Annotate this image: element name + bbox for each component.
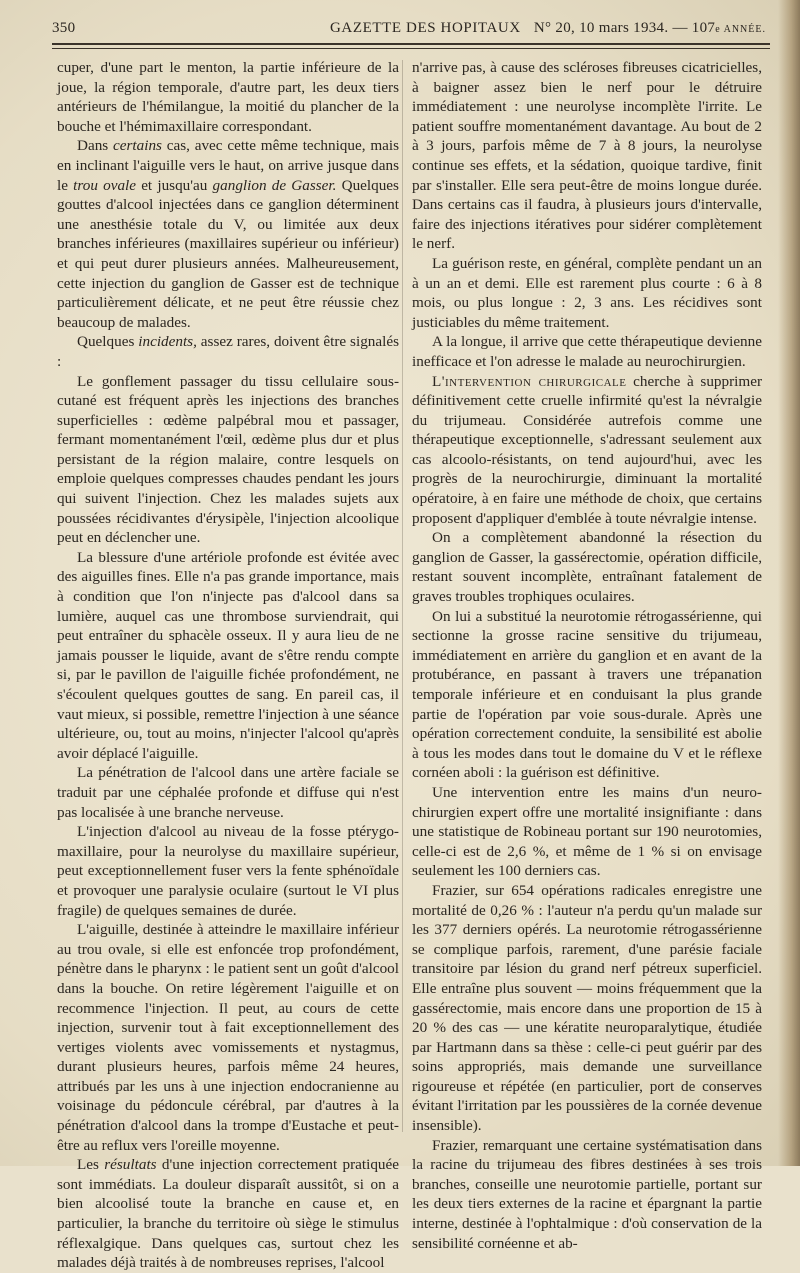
paragraph: On a complètement abandonné la résection du ganglion de Gasser, la gassérectomie, opération difficile, restant souvent incomplète, entraînant fatalement de graves troubles trophiques oculaires. xyxy=(412,529,762,606)
paragraph: Une intervention entre les mains d'un neuro-chirurgien expert offre une mortalité insignifiante : dans une statistique de Robineau portant sur 190 neurotomies, celle-ci est de 2,6 %, et même de 1 % si on envisage seulement les 100 derniers cas. xyxy=(412,783,762,880)
paragraph: Frazier, remarquant une certaine systématisation dans la racine du trijumeau des fibres destinées à ses trois branches, conseille une neurotomie partielle, portant sur les deux tiers externes de la racine et épargnant la partie interne, destinée à l'ophtalmique : d'où conservation de la sensibilité cornéenne et ab- xyxy=(412,1136,762,1252)
paragraph: Les résultats d'une injection correctement pratiquée sont immédiats. La douleur disparaît aussitôt, si on a bien alcoolisé toute la branche en cause et, en particulier, la branche du territoire où siège le stimulus réflexalgique. Dans quelques cas, surtout chez les malades déjà traités à de nombreuses reprises, l'alcool xyxy=(57,1156,399,1272)
paragraph: Quelques incidents, assez rares, doivent être signalés : xyxy=(57,333,399,370)
paragraph: On lui a substitué la neurotomie rétrogassérienne, qui sectionne la grosse racine sensitive du trijumeau, immédiatement en arrière du ganglion et en avant de la protubérance, en passant à travers une trépanation temporale inférieure et en conduisant la plus grande partie de l'opération par voie sous-durale. Après une opération correctement conduite, la sensibilité est abolie à tous les modes dans tout le domaine du V et le réflexe cornéen aboli : la guérison est définitive. xyxy=(412,607,762,782)
paragraph: L'aiguille, destinée à atteindre le maxillaire inférieur au trou ovale, si elle est enfoncée trop profondément, pénètre dans le pharynx : le patient sent un goût d'alcool dans la bouche. On retire légèrement l'aiguille et on recommence l'injection. Il peut, au cours de cette injection, survenir tout à fait exceptionnellement des vertiges violents avec vomissements et nystagmus, durant plusieurs heures, parfois même 24 heures, attribués par les uns à une injection endocranienne au voisinage du pédoncule cérébral, par d'autres à la pénétration d'alcool dans la trompe d'Eustache et peut-être au reflux vers l'oreille moyenne. xyxy=(57,921,399,1154)
paragraph: La blessure d'une artériole profonde est évitée avec des aiguilles fines. Elle n'a pas grande importance, mais à condition que l'on n'injecte pas d'alcool dans sa lumière, auquel cas une thrombose surviendrait, qui peut entraîner du sphacèle osseux. Il y aura lieu de ne jamais pousser le liquide, avant de s'être rendu compte si, par le pavillon de l'aiguille fichée profondément, ne s'écoulent quelques gouttes de sang. En pareil cas, il vaut mieux, si possible, remettre l'injection à une séance ultérieure, ou, tout au moins, n'injecter l'alcool qu'après avoir déplacé l'aiguille. xyxy=(57,548,399,762)
page-number: 350 xyxy=(52,20,76,36)
column-separator xyxy=(402,60,403,1132)
paragraph: Frazier, sur 654 opérations radicales enregistre une mortalité de 0,26 % : l'auteur n'a perdu qu'un malade sur les 377 derniers opérés. La neurotomie rétrogassérienne se complique parfois, rarement, d'une parésie faciale transitoire par lésion du grand nerf pétreux superficiel. Elle entraîne plus souvent — moins fréquemment que la gassérectomie, mais encore dans une proportion de 15 à 20 % des cas — une kératite neuroparalytique, étudiée par Hartmann dans sa thèse : celle-ci peut guérir par des soins appropriés, mais demande une surveillance rigoureuse et répétée (en particulier, port de conserves évitant l'irritation par les poussières de la cornée devenue insensible). xyxy=(412,881,762,1135)
section-lead-in: L'intervention chirurgicale xyxy=(432,372,627,390)
header-rule-thin xyxy=(52,48,770,49)
running-header xyxy=(52,20,772,42)
paragraph: n'arrive pas, à cause des scléroses fibreuses cicatricielles, à baigner assez bien le nerf pour le détruire immédiatement : une neurolyse incomplète l'irrite. Le patient souffre momentanément davantage. Au bout de 2 à 3 jours, parfois même de 7 à 8 jours, la neurolyse continue ses effets, et la sédation, quoique tardive, finit par s'installer. Elle sera peut-être de moins longue durée. Dans certains cas il faudra, à plusieurs jours d'intervalle, faire des injections itératives pour sidérer complètement le nerf. xyxy=(412,59,762,253)
left-column xyxy=(57,58,399,1273)
issue-suffix: e ANNÉE. xyxy=(715,24,766,35)
header-rule-thick xyxy=(52,43,770,45)
paragraph: cuper, d'une part le menton, la partie inférieure de la joue, la région temporale, d'autre part, les deux tiers antérieurs de l'hémilangue, la moitié du plancher de la bouche et l'hémimaxillaire correspondant. xyxy=(57,59,399,135)
page-edge-shadow xyxy=(778,0,800,1166)
paragraph: La guérison reste, en général, complète pendant un an à un an et demi. Elle est rarement plus courte : 6 à 8 mois, ou plus longue : 2, 3 ans. Les récidives sont justiciables du même traitement. xyxy=(412,254,762,331)
paragraph: L'intervention chirurgicale cherche à supprimer définitivement cette cruelle infirmité qu'est la névralgie du trijumeau. Considérée autrefois comme une thérapeutique exceptionnelle, s'adressant seulement aux cas alcoolo-résistants, on tend aujourd'hui, avec les progrès de la neurochirurgie, diminuant la mortalité opératoire, à en faire une méthode de choix, que certains proposent d'appliquer d'emblée à toute névralgie intense. xyxy=(412,372,762,527)
paragraph: La pénétration de l'alcool dans une artère faciale se traduit par une céphalée profonde et diffuse qui n'est pas localisée à une branche nerveuse. xyxy=(57,764,399,821)
journal-title: GAZETTE DES HOPITAUX xyxy=(330,20,521,36)
paragraph: A la longue, il arrive que cette thérapeutique devienne inefficace et l'on adresse le malade au neurochirurgien. xyxy=(412,333,762,370)
issue-info xyxy=(534,20,766,37)
paragraph: Dans certains cas, avec cette même technique, mais en inclinant l'aiguille vers le haut, on arrive jusque dans le trou ovale et jusqu'au ganglion de Gasser. Quelques gouttes d'alcool injectées dans ce ganglion déterminent une anesthésie totale du V, ou limitée aux deux branches inférieures (maxillaires supérieur ou inférieur) et qui peut durer plusieurs années. Malheureusement, cette injection du ganglion de Gasser est de technique particulièrement délicate, et ne peut être réussie chez beaucoup de malades. xyxy=(57,137,400,331)
issue-date: N° 20, 10 mars 1934. — 107 xyxy=(533,20,716,36)
paragraph: Le gonflement passager du tissu cellulaire sous-cutané est fréquent après les injections des branches superficielles : œdème palpébral mou et passager, fermant momentanément l'œil, œdème plus dur et plus persistant de la région malaire, contre lesquels on emploie quelques compresses chaudes pendant les jours qui suivent l'injection. Chez les malades sujets aux poussées récidivantes d'érysipèle, l'injection alcoolique peut en déclencher une. xyxy=(57,372,399,547)
paragraph: L'injection d'alcool au niveau de la fosse ptérygo-maxillaire, pour la neurolyse du maxillaire supérieur, peut exceptionnellement fuser vers la fente sphénoïdale et provoquer une paralysie oculaire (surtout le VI plus fragile) de quelques semaines de durée. xyxy=(57,823,399,919)
right-column xyxy=(412,58,762,1253)
